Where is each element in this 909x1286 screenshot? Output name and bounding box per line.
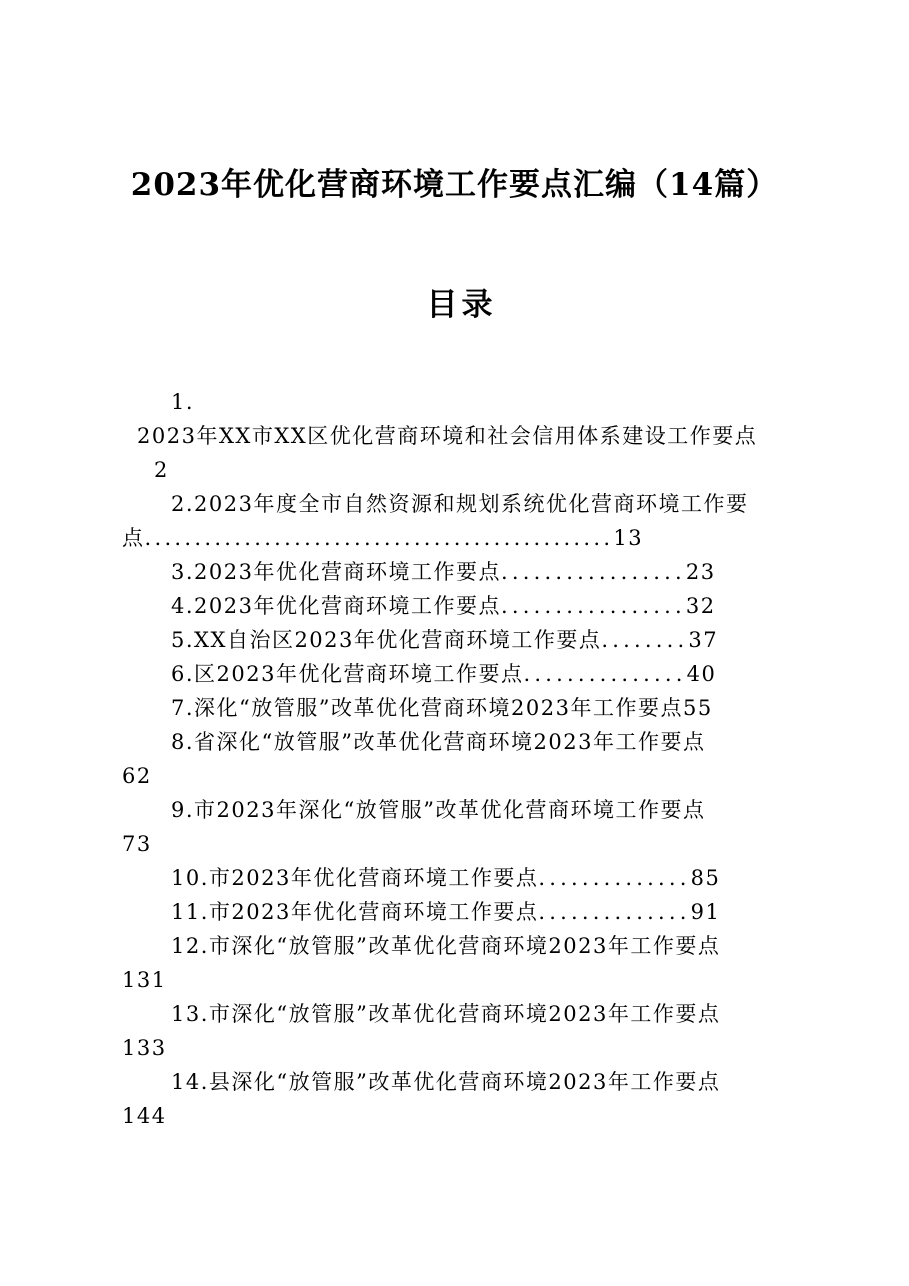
toc-entry-7[interactable]	[171, 691, 713, 725]
toc-entry-8-number: 8.	[171, 730, 195, 754]
toc-entry-10-number: 10.	[171, 866, 209, 890]
toc-entry-5-title: XX自治区2023年优化营商环境工作要点	[194, 628, 602, 652]
toc-entry-9[interactable]	[171, 793, 705, 827]
toc-entry-6-number: 6.	[171, 662, 195, 686]
toc-entry-3-page: 23	[685, 560, 716, 584]
toc-entry-6[interactable]	[171, 657, 716, 691]
toc-entry-11[interactable]	[171, 895, 720, 929]
toc-entry-10[interactable]	[171, 861, 720, 895]
toc-entry-13-title: 市深化“放管服”改革优化营商环境2023年工作要点	[208, 1002, 721, 1026]
toc-entry-13-page: 133	[122, 1036, 167, 1060]
toc-entry-11-title: 市2023年优化营商环境工作要点	[208, 900, 539, 924]
toc-entry-9-title: 市2023年深化“放管服”改革优化营商环境工作要点	[194, 798, 706, 822]
toc-entry-11-number: 11.	[171, 900, 209, 924]
toc-entry-5-number: 5.	[171, 628, 195, 652]
toc-entry-1-number: 1.	[171, 390, 195, 414]
toc-entry-2[interactable]	[171, 487, 749, 521]
toc-entry-1-title[interactable]: 2023年XX市XX区优化营商环境和社会信用体系建设工作要点	[137, 424, 758, 448]
toc-entry-6-page: 40	[686, 662, 717, 686]
toc-entry-4-number: 4.	[171, 594, 195, 618]
toc-entry-7-title: 深化“放管服”改革优化营商环境2023年工作要点	[194, 696, 683, 720]
toc-entry-8-title: 省深化“放管服”改革优化营商环境2023年工作要点	[194, 730, 706, 754]
toc-entry-2-title-continued: 点	[122, 526, 145, 550]
toc-entry-6-title: 区2023年优化营商环境工作要点	[194, 662, 524, 686]
toc-entry-3-leader-dots: .................	[501, 560, 686, 584]
toc-entry-11-leader-dots: ..............	[538, 900, 691, 924]
toc-entry-2-title: 2023年度全市自然资源和规划系统优化营商环境工作要	[194, 492, 749, 516]
toc-entry-4[interactable]	[171, 589, 716, 623]
toc-entry-14-page: 144	[122, 1104, 167, 1128]
toc-entry-5[interactable]	[171, 623, 718, 657]
toc-heading: 目录	[426, 287, 497, 323]
toc-entry-9-number: 9.	[171, 798, 195, 822]
toc-entry-2-page: 13	[613, 526, 644, 550]
toc-entry-2-continued[interactable]	[122, 521, 643, 555]
toc-entry-7-page: 55	[682, 696, 713, 720]
toc-entry-10-leader-dots: ..............	[538, 866, 691, 890]
toc-entry-12-number: 12.	[171, 934, 209, 958]
toc-entry-8-page: 62	[122, 764, 152, 788]
document-title: 2023年优化营商环境工作要点汇编（14篇）	[130, 167, 779, 203]
toc-entry-4-title: 2023年优化营商环境工作要点	[194, 594, 501, 618]
toc-entry-5-page: 37	[688, 628, 719, 652]
toc-entry-13[interactable]	[171, 997, 720, 1031]
toc-entry-11-page: 91	[690, 900, 721, 924]
toc-entry-2-leader-dots: ...............................................	[144, 526, 614, 550]
toc-entry-7-number: 7.	[171, 696, 195, 720]
toc-entry-4-leader-dots: .................	[501, 594, 686, 618]
toc-entry-14-number: 14.	[171, 1070, 209, 1094]
toc-entry-2-number: 2.	[171, 492, 195, 516]
toc-entry-14-title: 县深化“放管服”改革优化营商环境2023年工作要点	[208, 1070, 721, 1094]
toc-entry-10-title: 市2023年优化营商环境工作要点	[208, 866, 539, 890]
toc-entry-6-leader-dots: ...............	[523, 662, 687, 686]
toc-entry-12-title: 市深化“放管服”改革优化营商环境2023年工作要点	[208, 934, 721, 958]
toc-entry-4-page: 32	[685, 594, 716, 618]
toc-entry-8[interactable]	[171, 725, 705, 759]
toc-entry-5-leader-dots: ........	[601, 628, 689, 652]
toc-entry-9-page: 73	[122, 832, 152, 856]
toc-entry-10-page: 85	[690, 866, 721, 890]
toc-entry-3-title: 2023年优化营商环境工作要点	[194, 560, 501, 584]
toc-entry-12-page: 131	[122, 968, 167, 992]
toc-entry-12[interactable]	[171, 929, 720, 963]
toc-entry-13-number: 13.	[171, 1002, 209, 1026]
toc-entry-3[interactable]	[171, 555, 716, 589]
toc-entry-1-page: 2	[154, 458, 169, 482]
toc-entry-14[interactable]	[171, 1065, 720, 1099]
toc-entry-3-number: 3.	[171, 560, 195, 584]
